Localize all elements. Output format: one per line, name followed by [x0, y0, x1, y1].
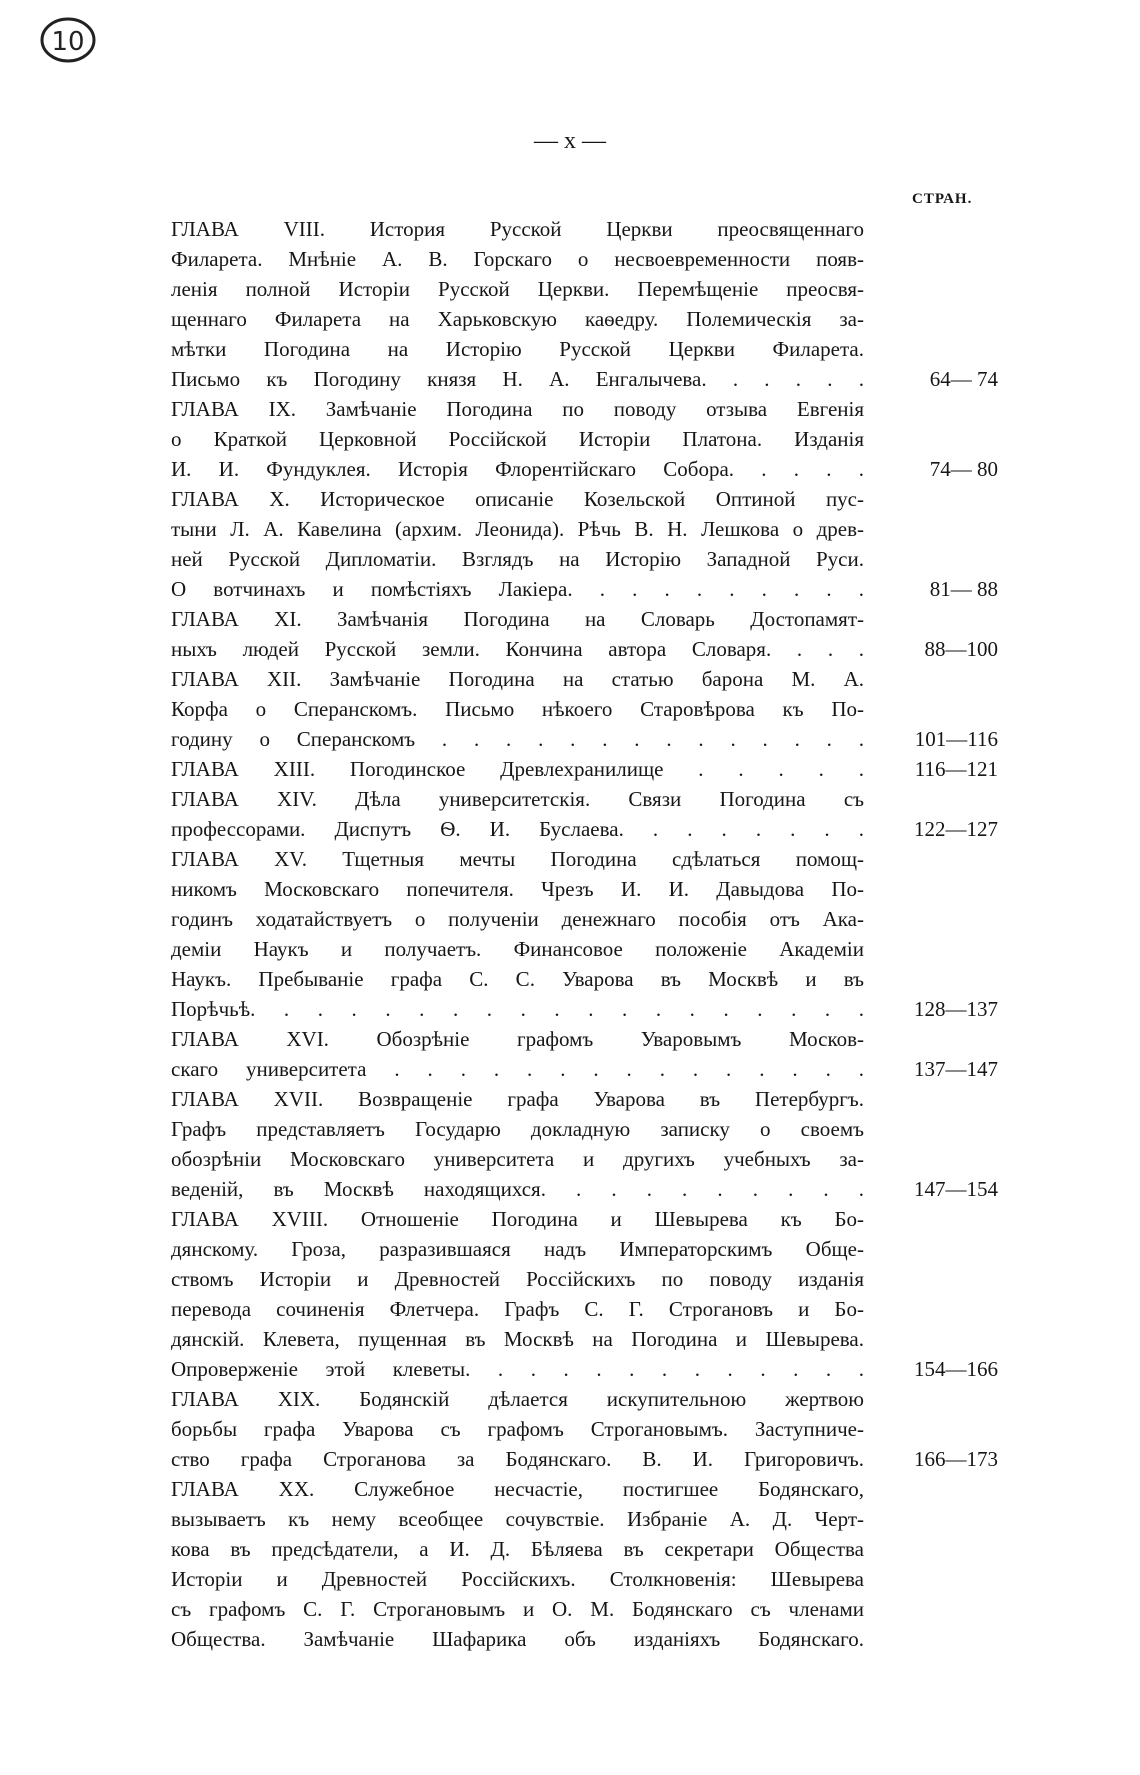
toc-line: Общества. Замѣчаніе Шафарика объ изданіяхъ Бодянскаго. — [171, 1627, 864, 1651]
toc-line: щеннаго Филарета на Харьковскую каѳедру. Полемическія за- — [171, 307, 864, 331]
toc-line: о Краткой Церковной Россійской Исторіи Платона. Изданія — [171, 427, 864, 451]
toc-line: ствомъ Исторіи и Древностей Россійскихъ по поводу изданія — [171, 1267, 864, 1291]
toc-line: профессорами. Диспутъ Ѳ. И. Буслаева. . . . . . . . — [171, 817, 864, 841]
toc-line: ГЛАВА XV. Тщетныя мечты Погодина сдѣлаться помощ- — [171, 847, 864, 871]
toc-line: О вотчинахъ и помѣстіяхъ Лакіера. . . . . . . . . . — [171, 577, 864, 601]
toc-line: ГЛАВА IX. Замѣчаніе Погодина по поводу отзыва Евгенія — [171, 397, 864, 421]
toc-line: ней Русской Дипломатіи. Взглядъ на Исторію Западной Руси. — [171, 547, 864, 571]
toc-line: дянскій. Клевета, пущенная въ Москвѣ на Погодина и Шевырева. — [171, 1327, 864, 1351]
toc-line: Исторіи и Древностей Россійскихъ. Столкновенія: Шевырева — [171, 1567, 864, 1591]
toc-page-range: 122—127 — [914, 817, 998, 841]
toc-line: веденій, въ Москвѣ находящихся. . . . . . . . . . — [171, 1177, 864, 1201]
toc-line: ГЛАВА XIV. Дѣла университетскія. Связи Погодина съ — [171, 787, 864, 811]
toc-line: ныхъ людей Русской земли. Кончина автора Словаря. . . . — [171, 637, 864, 661]
toc-line: ГЛАВА XVIII. Отношеніе Погодина и Шевырева къ Бо- — [171, 1207, 864, 1231]
toc-line: вызываетъ къ нему всеобщее сочувствіе. Избраніе А. Д. Черт- — [171, 1507, 864, 1531]
circled-number-text: 10 — [51, 27, 85, 57]
toc-page-range: 64— 74 — [929, 367, 998, 391]
toc-line: дянскому. Гроза, разразившаяся надъ Императорскимъ Обще- — [171, 1237, 864, 1261]
toc-line: скаго университета . . . . . . . . . . . . . . . — [171, 1057, 864, 1081]
toc-page-range: 166—173 — [914, 1447, 998, 1471]
toc-line: Письмо къ Погодину князя Н. А. Енгалычева. . . . . . — [171, 367, 864, 391]
toc-line: ленія полной Исторіи Русской Церкви. Перемѣщеніе преосвя- — [171, 277, 864, 301]
toc-line: И. И. Фундуклея. Исторія Флорентійскаго Собора. . . . . — [171, 457, 864, 481]
toc-line: ГЛАВА XVII. Возвращеніе графа Уварова въ Петербургъ. — [171, 1087, 864, 1111]
toc-page-range: 116—121 — [914, 757, 998, 781]
toc-line: ГЛАВА XII. Замѣчаніе Погодина на статью барона М. А. — [171, 667, 864, 691]
toc-line: мѣтки Погодина на Исторію Русской Церкви Филарета. — [171, 337, 864, 361]
toc-page-range: 81— 88 — [929, 577, 998, 601]
toc-line: ГЛАВА XI. Замѣчанія Погодина на Словарь Достопамят- — [171, 607, 864, 631]
toc-line: борьбы графа Уварова съ графомъ Строгановымъ. Заступниче- — [171, 1417, 864, 1441]
toc-page-range: 101—116 — [914, 727, 998, 751]
toc-line: Порѣчьѣ. . . . . . . . . . . . . . . . . . . — [171, 997, 864, 1021]
pages-column-label: СТРАН. — [912, 191, 973, 207]
toc-line: съ графомъ С. Г. Строгановымъ и О. М. Бодянскаго съ членами — [171, 1597, 864, 1621]
page-header-numeral: — x — — [534, 128, 606, 154]
toc-line: ГЛАВА XVI. Обозрѣніе графомъ Уваровымъ Москов- — [171, 1027, 864, 1051]
toc-page-range: 128—137 — [914, 997, 998, 1021]
toc-line: тыни Л. А. Кавелина (архим. Леонида). Рѣчь В. Н. Лешкова о древ- — [171, 517, 864, 541]
toc-line: ство графа Строганова за Бодянскаго. В. И. Григоровичъ. — [171, 1447, 864, 1471]
toc-page-range: 74— 80 — [929, 457, 998, 481]
toc-line: годину о Сперанскомъ . . . . . . . . . . . . . . — [171, 727, 864, 751]
toc-line: Корфа о Сперанскомъ. Письмо нѣкоего Старовѣрова къ По- — [171, 697, 864, 721]
toc-line: ГЛАВА VIII. История Русской Церкви преосвященнаго — [171, 217, 864, 241]
toc-line: ГЛАВА Х. Историческое описаніе Козельской Оптиной пус- — [171, 487, 864, 511]
toc-line: Филарета. Мнѣніе А. В. Горскаго о несвоевременности появ- — [171, 247, 864, 271]
toc-line: кова въ предсѣдатели, а И. Д. Бѣляева въ секретари Общества — [171, 1537, 864, 1561]
toc-page-range: 147—154 — [914, 1177, 998, 1201]
toc-line: Наукъ. Пребываніе графа С. С. Уварова въ Москвѣ и въ — [171, 967, 864, 991]
toc-line: годинъ ходатайствуетъ о полученіи денежнаго пособія отъ Ака- — [171, 907, 864, 931]
toc-line: никомъ Московскаго попечителя. Чрезъ И. И. Давыдова По- — [171, 877, 864, 901]
toc-line: ГЛАВА XX. Служебное несчастіе, постигшее Бодянскаго, — [171, 1477, 864, 1501]
toc-page-range: 137—147 — [914, 1057, 998, 1081]
toc-line: Графъ представляетъ Государю докладную записку о своемъ — [171, 1117, 864, 1141]
circled-page-number — [38, 14, 98, 66]
toc-line: ГЛАВА XIX. Бодянскій дѣлается искупительною жертвою — [171, 1387, 864, 1411]
toc-line: Опроверженіе этой клеветы. . . . . . . . . . . . . — [171, 1357, 864, 1381]
toc-line: перевода сочиненія Флетчера. Графъ С. Г. Строгановъ и Бо- — [171, 1297, 864, 1321]
toc-line: обозрѣніи Московскаго университета и другихъ учебныхъ за- — [171, 1147, 864, 1171]
toc-page-range: 88—100 — [924, 637, 998, 661]
toc-line: ГЛАВА XIII. Погодинское Древлехранилище . . . . . — [171, 757, 864, 781]
toc-page-range: 154—166 — [914, 1357, 998, 1381]
toc-line: деміи Наукъ и получаетъ. Финансовое положеніе Академіи — [171, 937, 864, 961]
